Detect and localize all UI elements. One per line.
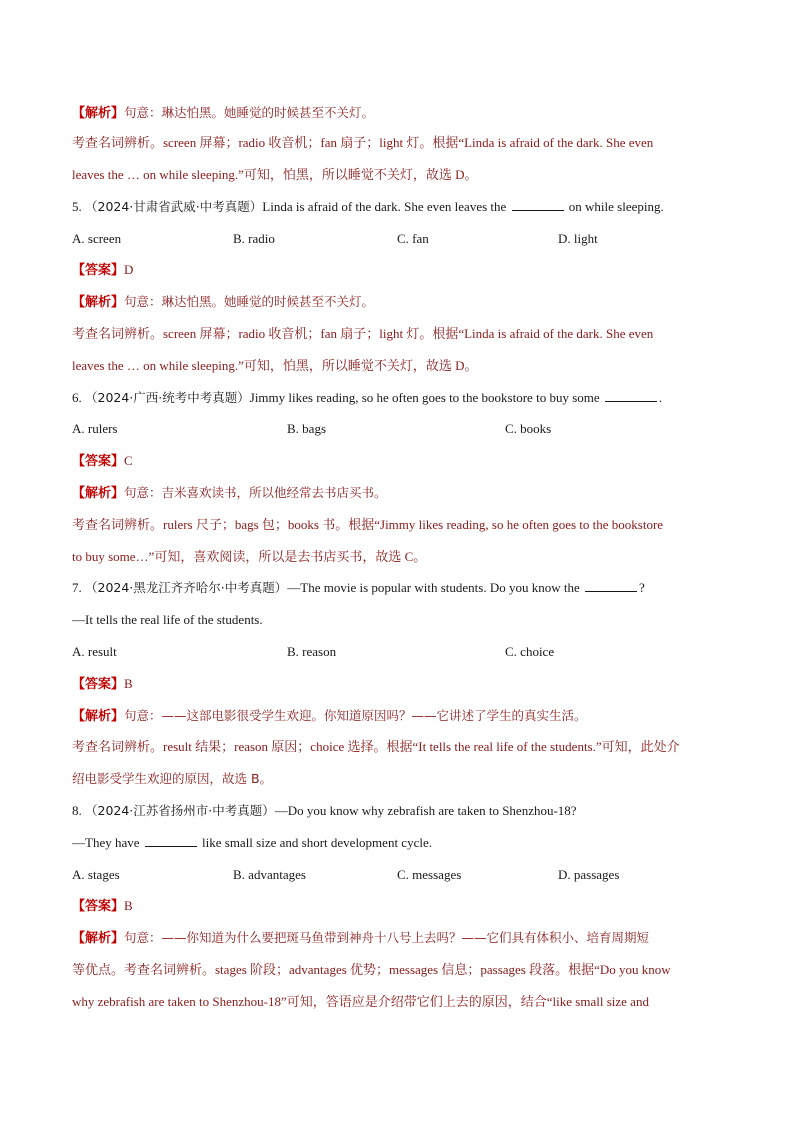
analysis-text: 句意：——这部电影很受学生欢迎。你知道原因吗？——它讲述了学生的真实生活。 [124, 708, 587, 723]
analysis-line [72, 104, 732, 123]
answer-tag: 【答案】 [72, 454, 125, 469]
analysis-detail: to buy some…”可知，喜欢阅读，所以是去书店买书，故选 C。 [72, 549, 427, 564]
analysis-tag: 【解析】 [72, 106, 125, 121]
option-b: B. bags [287, 421, 326, 436]
option-c: C. choice [505, 644, 555, 659]
answer-blank [585, 580, 637, 592]
question-source: （2024·江苏省扬州市·中考真题） [85, 803, 275, 818]
question-5-stem [72, 198, 732, 216]
answer-tag: 【答案】 [72, 263, 125, 278]
answer-value: D [124, 262, 134, 277]
analysis-tag: 【解析】 [72, 486, 125, 501]
answer-blank [512, 199, 564, 211]
answer-blank [145, 835, 197, 847]
stem-text: —They have [72, 835, 140, 850]
answer-tag: 【答案】 [72, 677, 125, 692]
option-c: C. books [505, 421, 552, 436]
option-b: B. reason [287, 644, 337, 659]
answer-line [72, 897, 732, 916]
answer-line [72, 452, 732, 471]
analysis-text: 句意：琳达怕黑。她睡觉的时候甚至不关灯。 [124, 105, 375, 120]
analysis-detail: 等优点。考查名词辨析。stages 阶段；advantages 优势；messages 信息；passages 段落。根据“Do you know [72, 962, 671, 977]
answer-line [72, 261, 732, 280]
answer-tag: 【答案】 [72, 899, 125, 914]
answer-value: B [124, 898, 133, 913]
analysis-line [72, 707, 732, 726]
option-a: A. rulers [72, 421, 118, 436]
answer-line [72, 675, 732, 694]
analysis-text: 句意：琳达怕黑。她睡觉的时候甚至不关灯。 [124, 294, 375, 309]
stem-text: ? [638, 580, 645, 595]
analysis-detail: why zebrafish are taken to Shenzhou-18”可知，答语应是介绍带它们上去的原因，结合“like small size and [72, 994, 649, 1009]
analysis-detail: 考查名词辨析。rulers 尺子；bags 包；books 书。根据“Jimmy likes reading, so he often goes to the bookstore [72, 517, 664, 532]
analysis-detail: 考查名词辨析。screen 屏幕；radio 收音机；fan 扇子；light 灯。根据“Linda is afraid of the dark. She even [72, 326, 654, 341]
option-c: C. fan [397, 231, 429, 246]
question-8-stem [72, 802, 732, 820]
question-source: （2024·黑龙江齐齐哈尔·中考真题） [85, 580, 288, 595]
analysis-tag: 【解析】 [72, 709, 125, 724]
analysis-detail: 考查名词辨析。result 结果；reason 原因；choice 选择。根据“It tells the real life of the students.”可知，此处介 [72, 739, 680, 754]
question-7-stem [72, 579, 732, 597]
analysis-line [72, 293, 732, 312]
stem-text: —Do you know why zebrafish are taken to Shenzhou-18? [274, 803, 577, 818]
option-c: C. messages [397, 867, 462, 882]
question-6-stem [72, 389, 732, 407]
answer-blank [605, 390, 657, 402]
option-a: A. stages [72, 867, 120, 882]
analysis-detail: leaves the … on while sleeping.”可知，怕黑，所以睡觉不关灯，故选 D。 [72, 358, 478, 373]
answer-value: C [124, 453, 133, 468]
analysis-tag: 【解析】 [72, 295, 125, 310]
question-number: 6. [72, 390, 82, 405]
option-a: A. screen [72, 231, 122, 246]
option-b: B. radio [233, 231, 275, 246]
question-source: （2024·广西·统考中考真题） [85, 390, 250, 405]
answer-value: B [124, 676, 133, 691]
analysis-detail: 绍电影受学生欢迎的原因，故选 B。 [72, 771, 273, 786]
question-source: （2024·甘肃省武威·中考真题） [85, 199, 263, 214]
stem-text: —The movie is popular with students. Do you know the [287, 580, 580, 595]
question-number: 7. [72, 580, 82, 595]
analysis-detail: 考查名词辨析。screen 屏幕；radio 收音机；fan 扇子；light 灯。根据“Linda is afraid of the dark. She even [72, 135, 654, 150]
stem-text: Linda is afraid of the dark. She even leaves the [262, 199, 507, 214]
option-b: B. advantages [233, 867, 306, 882]
analysis-detail: leaves the … on while sleeping.”可知，怕黑，所以睡觉不关灯，故选 D。 [72, 167, 478, 182]
analysis-line [72, 484, 732, 503]
analysis-text: 句意：吉米喜欢读书，所以他经常去书店买书。 [124, 485, 387, 500]
stem-text: Jimmy likes reading, so he often goes to the bookstore to buy some [249, 390, 600, 405]
analysis-tag: 【解析】 [72, 931, 125, 946]
option-a: A. result [72, 644, 117, 659]
question-8-reply [72, 834, 732, 852]
question-number: 8. [72, 803, 82, 818]
option-d: D. passages [558, 867, 620, 882]
analysis-text: 句意：——你知道为什么要把斑马鱼带到神舟十八号上去吗？——它们具有体积小、培育周期短 [124, 930, 650, 945]
stem-text: on while sleeping. [568, 199, 664, 214]
option-d: D. light [558, 231, 598, 246]
question-7-reply: —It tells the real life of the students. [72, 612, 263, 627]
stem-text: like small size and short development cycle. [202, 835, 432, 850]
question-number: 5. [72, 199, 82, 214]
stem-text: . [658, 390, 663, 405]
analysis-line [72, 929, 732, 948]
